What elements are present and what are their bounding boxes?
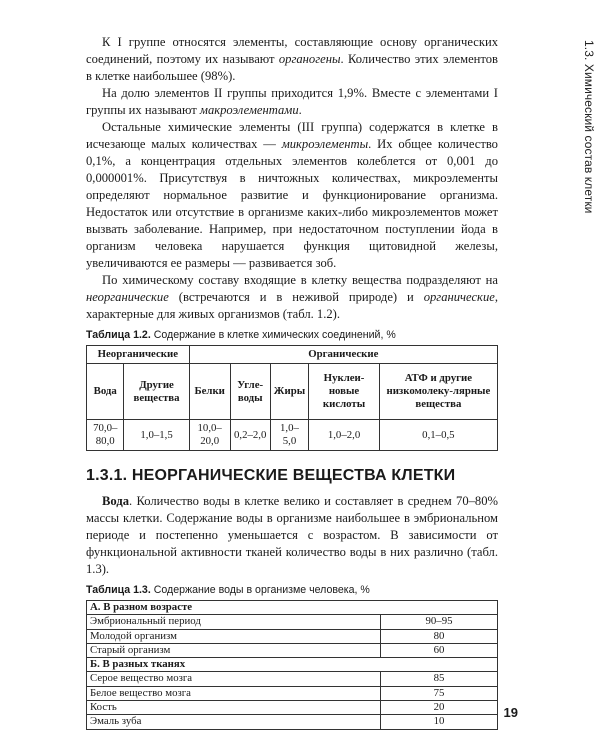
group-header-organic: Органические (189, 346, 497, 364)
paragraph-1: К I группе относятся элементы, составляющие основу органических соединений, поэтому их называют органогены. Количество этих элементов в клетке наибольшее (98%). (86, 35, 498, 83)
table-row: Эмбриональный период 90–95 (87, 615, 498, 629)
table-cell: 1,0–1,5 (124, 420, 189, 451)
column-header: Белки (189, 364, 230, 420)
column-header: Угле-воды (230, 364, 270, 420)
table-row: Белое вещество мозга 75 (87, 686, 498, 700)
term-organic: органические (423, 290, 495, 304)
column-header: Нуклеи-новые кислоты (309, 364, 379, 420)
page-content (86, 34, 498, 730)
table-1-2-caption: Таблица 1.2. Содержание в клетке химических соединений, % (86, 329, 396, 341)
term-inorganic: неорганические (86, 290, 169, 304)
term-macroelements: макроэлементами (199, 103, 299, 117)
table-cell: 1,0–2,0 (309, 420, 379, 451)
table-cell: 0,1–0,5 (379, 420, 497, 451)
table-row: Серое вещество мозга 85 (87, 672, 498, 686)
section-title: 1.3.1. НЕОРГАНИЧЕСКИЕ ВЕЩЕСТВА КЛЕТКИ (86, 467, 456, 484)
paragraph-5: Вода. Количество воды в клетке велико и составляет в среднем 70–80% массы клетки. Содержание воды в организме наибольшее в эмбриональном периоде и постепенно уменьшается с возрастом. В зависимости от функциональной активности тканей количество воды в них различно (табл. 1.3). (86, 494, 498, 576)
column-header: Вода (87, 364, 124, 420)
table-section-header: Б. В разных тканях (87, 658, 498, 672)
table-row: Эмаль зуба 10 (87, 715, 498, 729)
paragraph-3: Остальные химические элементы (III группа) содержатся в клетке в исчезающе малых количествах — микроэлементы. Их общее количество 0,1%, а концентрация отдельных элементов колеблется от 0,001 до 0,000001%. Присутствуя в ничтожных количествах, микроэлементы определяют нормальное развитие и функционирование организма. Недостаток или отсутствие в организме каких-либо микроэлементов может вызвать заболевание. Например, при недостаточном поступлении йода в организм человека нарушается функция щитовидной железы, увеличиваются ее размеры — развивается зоб. (86, 120, 498, 270)
table-1-2 (86, 345, 498, 451)
table-cell: 1,0–5,0 (270, 420, 309, 451)
page-number: 19 (503, 705, 518, 720)
column-header: Жиры (270, 364, 309, 420)
term-microelements: микроэлементы (281, 137, 369, 151)
table-cell: 10,0–20,0 (189, 420, 230, 451)
column-header: Другие вещества (124, 364, 189, 420)
group-header-inorganic: Неорганические (87, 346, 190, 364)
term-water: Вода (102, 494, 130, 508)
table-1-3 (86, 600, 498, 730)
column-header: АТФ и другие низкомолеку-лярные вещества (379, 364, 497, 420)
table-cell: 70,0–80,0 (87, 420, 124, 451)
term-organogens: органогены (278, 52, 341, 66)
table-row: Молодой организм 80 (87, 629, 498, 643)
paragraph-4: По химическому составу входящие в клетку вещества подразделяют на неорганические (встречаются и в неживой природе) и органические, характерные для живых организмов (табл. 1.2). (86, 273, 498, 321)
table-1-3-caption: Таблица 1.3. Содержание воды в организме человека, % (86, 584, 370, 596)
table-section-header: А. В разном возрасте (87, 601, 498, 615)
table-row: Кость 20 (87, 701, 498, 715)
table-cell: 0,2–2,0 (230, 420, 270, 451)
running-header: 1.3. Химический состав клетки (582, 40, 596, 214)
table-row: Старый организм 60 (87, 643, 498, 657)
paragraph-2: На долю элементов II группы приходится 1,9%. Вместе с элементами I группы их называют макроэлементами. (86, 86, 498, 117)
